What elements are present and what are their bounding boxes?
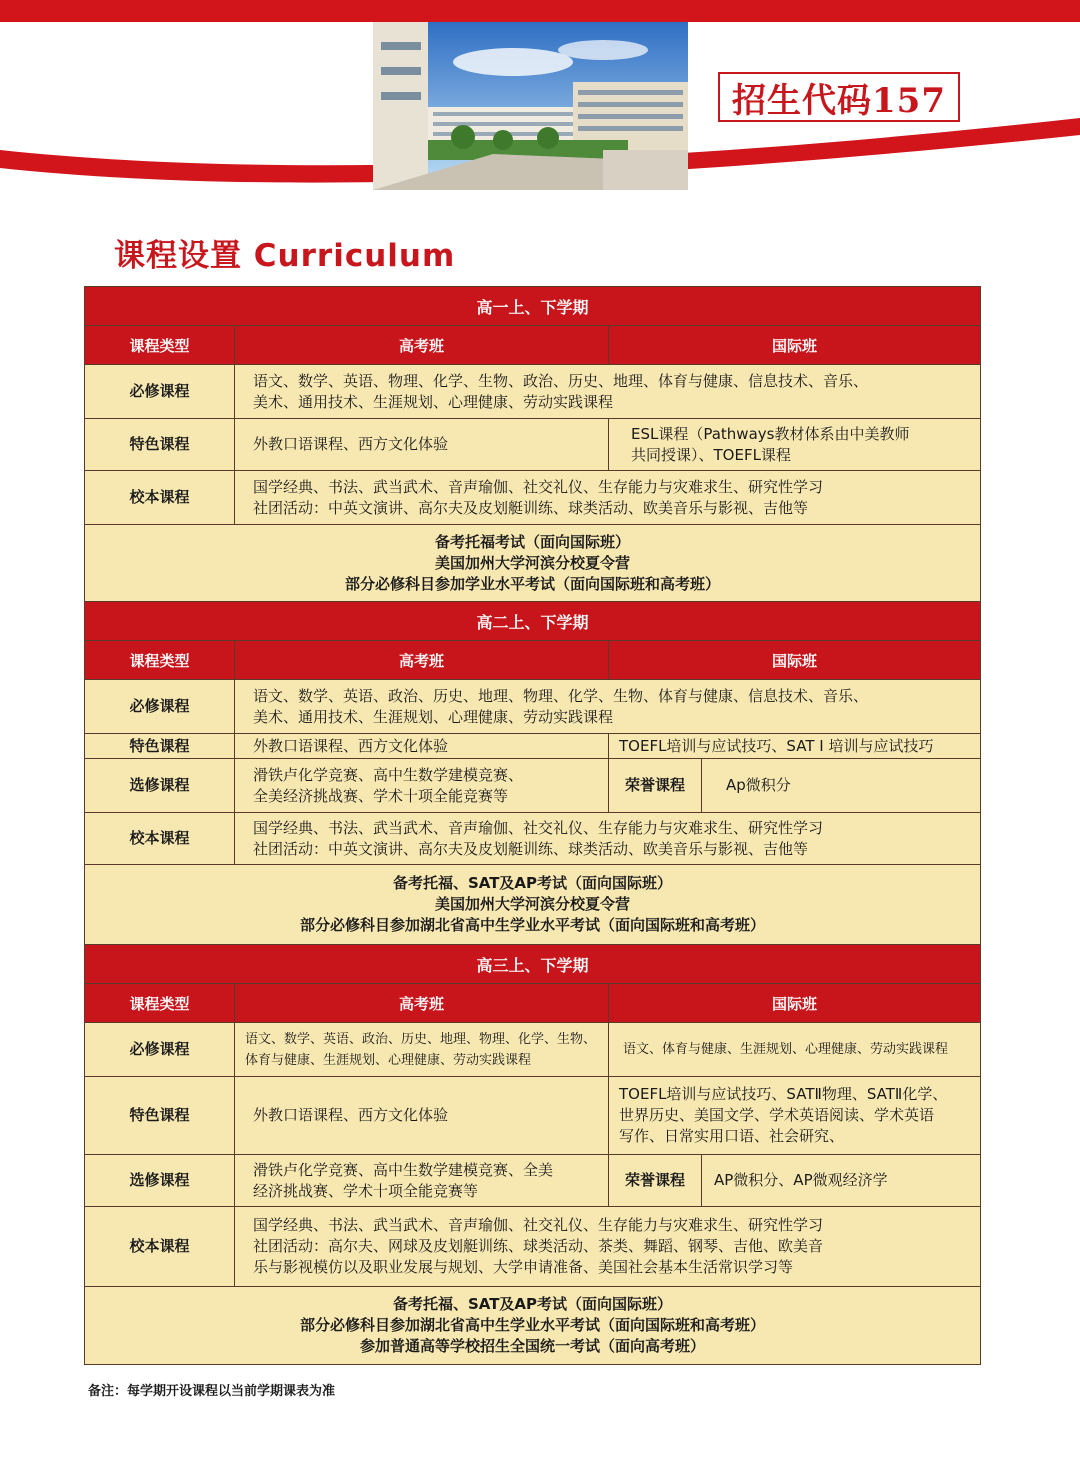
required-courses: 语文、数学、英语、物理、化学、生物、政治、历史、地理、体育与健康、信息技术、音乐、 美术、通用技术、生涯规划、心理健康、劳动实践课程 (235, 365, 981, 419)
column-header-row: 课程类型 高考班 国际班 (85, 326, 981, 365)
notes-row: 备考托福考试（面向国际班） 美国加州大学河滨分校夏令营 部分必修科目参加学业水平考试（面向国际班和高考班） (85, 525, 981, 602)
table-row: 选修课程 滑铁卢化学竞赛、高中生数学建模竞赛、全美 经济挑战赛、学术十项全能竞赛等 荣誉课程 AP微积分、AP微观经济学 (85, 1155, 981, 1207)
section-header-year1: 高一上、下学期 (85, 287, 981, 326)
page-title: 课程设置 Curriculum (114, 238, 456, 274)
notes-row: 备考托福、SAT及AP考试（面向国际班） 部分必修科目参加湖北省高中生学业水平考试（面向国际班和高考班） 参加普通高等学校招生全国统一考试（面向高考班） (85, 1287, 981, 1365)
featured-intl: ESL课程（Pathways教材体系由中美教师 共同授课）、TOEFL课程 (609, 419, 981, 471)
campus-photo (373, 22, 688, 190)
admission-code: 招生代码157 (732, 80, 946, 121)
admission-code-box (718, 72, 960, 122)
notes-row: 备考托福、SAT及AP考试（面向国际班） 美国加州大学河滨分校夏令营 部分必修科目参加湖北省高中生学业水平考试（面向国际班和高考班） (85, 865, 981, 945)
table-row: 选修课程 滑铁卢化学竞赛、高中生数学建模竞赛、 全美经济挑战赛、学术十项全能竞赛等 荣誉课程 Ap微积分 (85, 759, 981, 813)
table-row: 校本课程 国学经典、书法、武当武术、音声瑜伽、社交礼仪、生存能力与灾难求生、研究性学习 社团活动：中英文演讲、高尔夫及皮划艇训练、球类活动、欧美音乐与影视、吉他等 (85, 471, 981, 525)
header-banner (0, 0, 1080, 210)
table-row: 必修课程 语文、数学、英语、政治、历史、地理、物理、化学、生物、体育与健康、信息技术、音乐、 美术、通用技术、生涯规划、心理健康、劳动实践课程 (85, 680, 981, 734)
table-row: 特色课程 外教口语课程、西方文化体验 TOEFL培训与应试技巧、SAT I 培训与应试技巧 (85, 734, 981, 759)
section-header-year2: 高二上、下学期 (85, 602, 981, 641)
section-header-year3: 高三上、下学期 (85, 945, 981, 984)
table-row: 校本课程 国学经典、书法、武当武术、音声瑜伽、社交礼仪、生存能力与灾难求生、研究性学习 社团活动：中英文演讲、高尔夫及皮划艇训练、球类活动、欧美音乐与影视、吉他等 (85, 813, 981, 865)
table-row: 必修课程 语文、数学、英语、物理、化学、生物、政治、历史、地理、体育与健康、信息技术、音乐、 美术、通用技术、生涯规划、心理健康、劳动实践课程 (85, 365, 981, 419)
school-courses: 国学经典、书法、武当武术、音声瑜伽、社交礼仪、生存能力与灾难求生、研究性学习 社团活动：中英文演讲、高尔夫及皮划艇训练、球类活动、欧美音乐与影视、吉他等 (235, 471, 981, 525)
table-row: 必修课程 语文、数学、英语、政治、历史、地理、物理、化学、生物、 体育与健康、生涯规划、心理健康、劳动实践课程 语文、体育与健康、生涯规划、心理健康、劳动实践课程 (85, 1023, 981, 1077)
column-header-row: 课程类型 高考班 国际班 (85, 641, 981, 680)
curriculum-table (84, 286, 981, 1365)
column-header-row: 课程类型 高考班 国际班 (85, 984, 981, 1023)
table-row: 特色课程 外教口语课程、西方文化体验 ESL课程（Pathways教材体系由中美教师 共同授课）、TOEFL课程 (85, 419, 981, 471)
table-row: 校本课程 国学经典、书法、武当武术、音声瑜伽、社交礼仪、生存能力与灾难求生、研究性学习 社团活动：高尔夫、网球及皮划艇训练、球类活动、茶类、舞蹈、钢琴、吉他、欧美音 乐与影视模仿以及职业发展与规划、大学申请准备、美国社会基本生活常识学习等 (85, 1207, 981, 1287)
table-row: 特色课程 外教口语课程、西方文化体验 TOEFL培训与应试技巧、SATⅡ物理、SATⅡ化学、 世界历史、美国文学、学术英语阅读、学术英语 写作、日常实用口语、社会研究、 (85, 1077, 981, 1155)
footnote: 备注：每学期开设课程以当前学期课表为准 (88, 1384, 336, 1399)
